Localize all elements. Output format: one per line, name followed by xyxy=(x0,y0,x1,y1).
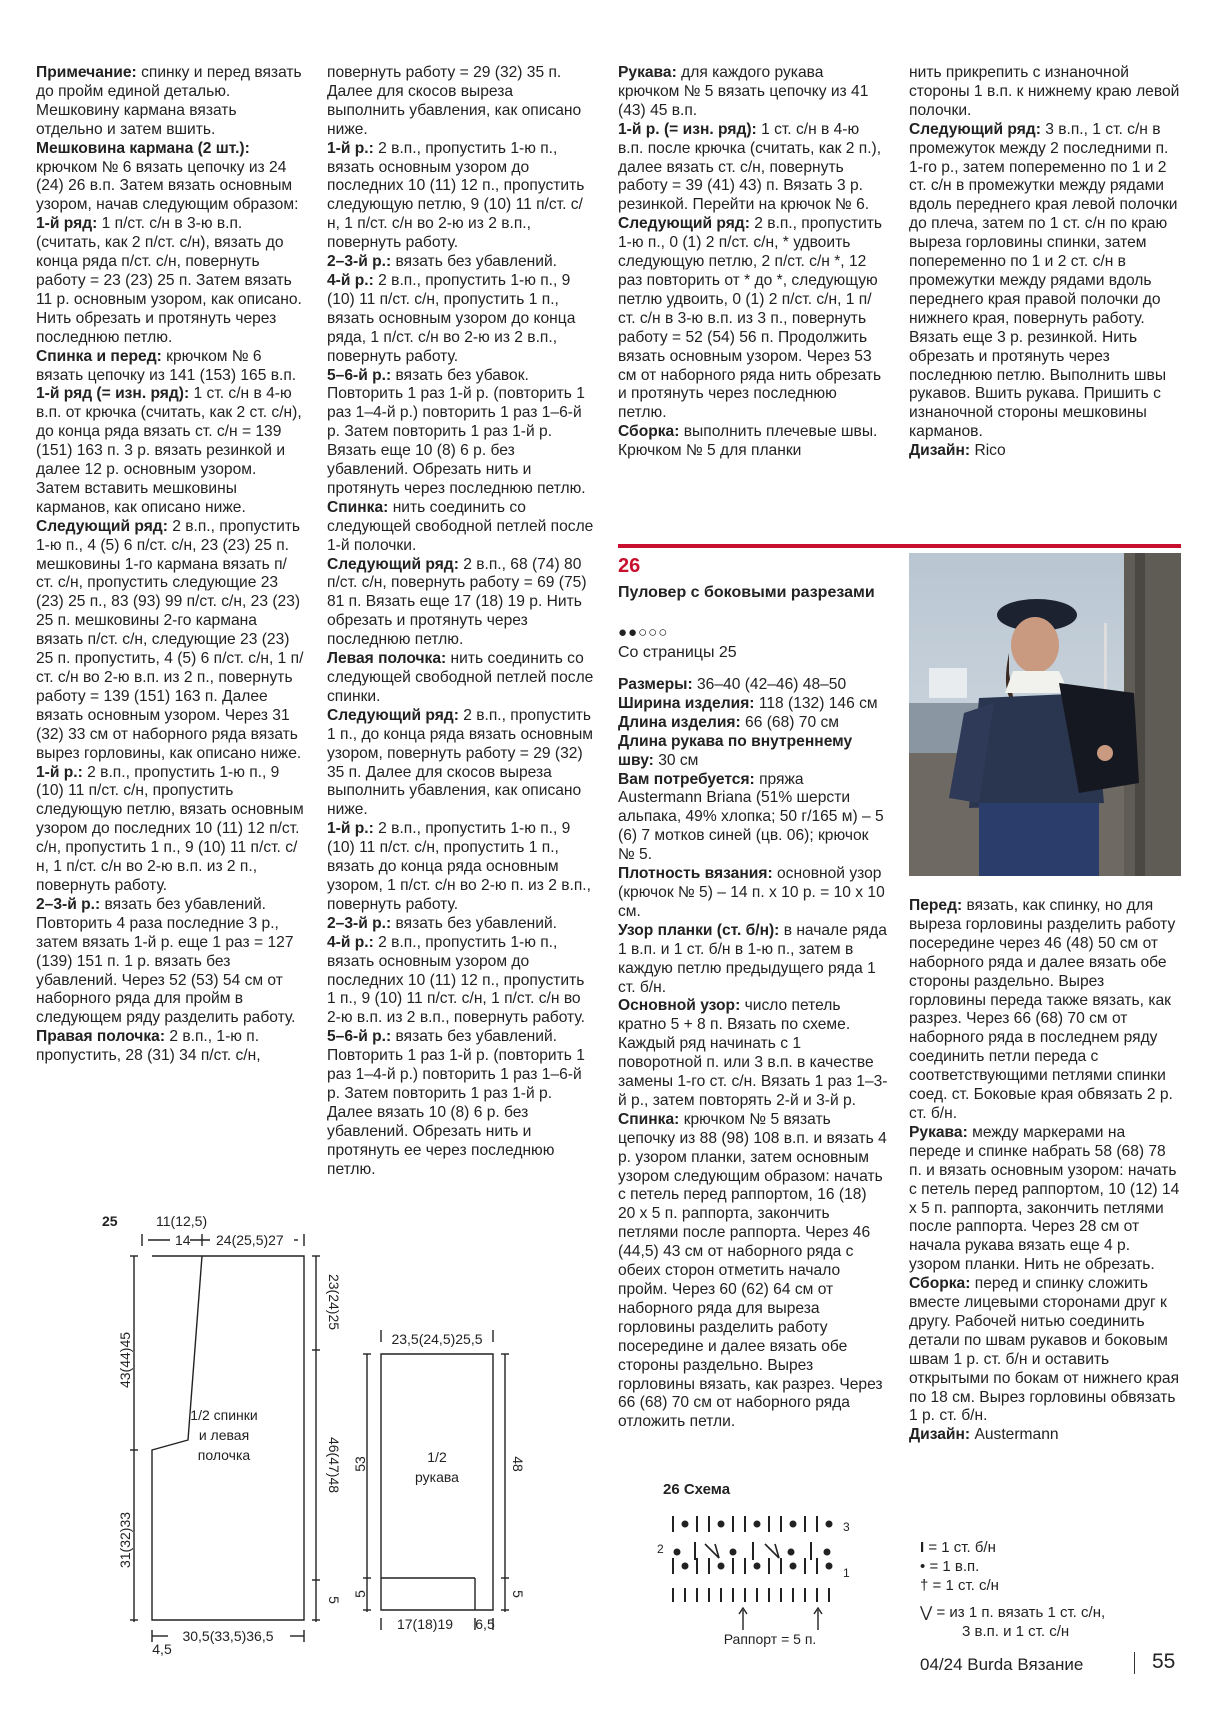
paragraph-text: нить соединить со следующей свободной петлей после 1-й полочки. xyxy=(327,498,594,554)
paragraph-text: пряжа Austermann Briana (51% шерсти альпака, 49% хлопка; 50 г/165 м) – 5 (6) 7 мотков синей (цв. 06); крючок № 5. xyxy=(618,770,884,864)
paragraph xyxy=(327,650,595,707)
paragraph-text: 1 ст. с/н в 4-ю в.п. от крючка (считать, как 2 ст. с/н), до конца ряда вязать ст. с/н = 139 (151) 163 п. 3 р. вязать резинкой и далее 12 р. основным узором. Затем вставить мешковины карманов, как описано ниже. xyxy=(36,385,302,516)
paragraph-text: 2 в.п., пропустить 1-ю п., 9 (10) 11 п/ст. с/н, пропустить 1 п., вязать основным узором до конца ряда, 1 п/ст. с/н во 2-ю из 2 в.п., повернуть работу. xyxy=(327,271,576,365)
paragraph xyxy=(36,215,304,347)
text-column-4-lower xyxy=(909,897,1181,1445)
stitch-chart xyxy=(655,1480,885,1650)
sleeve-label-line-1: 1/2 xyxy=(427,1449,447,1465)
paragraph-heading: Примечание: xyxy=(36,64,137,81)
chart-mark xyxy=(827,1564,832,1569)
dim-left-lower: 31(32)33 xyxy=(117,1511,133,1569)
schematic-figure-number: 25 xyxy=(102,1213,118,1229)
legend-v-text-2-row xyxy=(920,1622,1105,1641)
legend-row-dc xyxy=(920,1576,1105,1595)
paragraph xyxy=(327,934,595,1029)
paragraph-text: вязать без убавлений. xyxy=(391,914,557,932)
paragraph-heading: 2–3-й р.: xyxy=(36,895,101,913)
paragraph-heading: Следующий ряд: xyxy=(327,706,459,724)
paragraph-text: 2 в.п., пропустить 1-ю п., 9 (10) 11 п/ст. с/н, пропустить следующую петлю, вязать основным узором до последних 10 (11) 12 п/ст. с/н, пропустить 1 п., 9 (10) 11 п/ст. с/н, 1 п/ст. с/н во 2-ю в.п. из 2 п., повернуть работу. xyxy=(36,763,304,894)
chart-repeat-label: Раппорт = 5 п. xyxy=(723,1631,817,1647)
paragraph xyxy=(327,253,595,272)
v-stitch-symbol-icon: ⋁ xyxy=(920,1604,933,1621)
paragraph xyxy=(618,865,888,922)
paragraph xyxy=(618,922,888,998)
paragraph-heading: 2–3-й р.: xyxy=(327,914,392,932)
dim-top-neck: 11(12,5) xyxy=(156,1213,208,1229)
chart-mark xyxy=(719,1522,724,1527)
paragraph-text: крючком № 6 вязать цепочку из 141 (153) 165 в.п. xyxy=(36,347,297,384)
difficulty-rating: ●●○○○ xyxy=(618,624,669,641)
sc-symbol-icon: I xyxy=(920,1539,925,1556)
paragraph-text: 2 в.п., пропустить 1-ю п., вязать основным узором до последних 10 (11) 12 п., пропустить 1 п., 9 (10) 11 п/ст. с/н, 1 п/ст. с/н во 2-ю в.п. из 2 в.п., повернуть работу. xyxy=(327,933,585,1027)
chart-row-3: 3 xyxy=(843,1520,850,1534)
dim-left-upper: 43(44)45 xyxy=(117,1331,133,1389)
dim-top-inner: 14 xyxy=(175,1232,191,1248)
paragraph xyxy=(36,348,304,386)
legend-v-text-1: = из 1 п. вязать 1 ст. с/н, xyxy=(936,1604,1106,1621)
paragraph-heading: Размеры: xyxy=(618,676,693,693)
legend-sc-text: = 1 ст. б/н xyxy=(928,1539,996,1556)
source-page-ref: Со страницы 25 xyxy=(618,644,737,661)
paragraph xyxy=(618,121,888,216)
paragraph-heading: Дизайн: xyxy=(909,1426,971,1444)
paragraph-heading: Перед: xyxy=(909,897,963,914)
paragraph xyxy=(327,915,595,934)
paragraph xyxy=(909,1275,1181,1426)
footer-divider xyxy=(1134,1652,1135,1674)
paragraph xyxy=(327,367,595,499)
paragraph xyxy=(618,997,888,1110)
paragraph xyxy=(327,707,595,820)
paragraph-text: 2 в.п., пропустить 1 п., до конца ряда вязать основным узором, повернуть работу = 29 (32) 35 п. Далее для скосов выреза выполнить убавления, как описано ниже. xyxy=(327,706,594,819)
paragraph xyxy=(327,140,595,253)
paragraph xyxy=(909,442,1181,461)
paragraph-heading: 2–3-й р.: xyxy=(327,253,392,271)
paragraph-heading: Рукава: xyxy=(909,1123,968,1141)
section-divider xyxy=(618,544,1181,548)
paragraph-text: 2 в.п., пропустить 1-ю п., 0 (1) 2 п/ст. с/н, * удвоить следующую петлю, 2 п/ст. с/н *, 12 раз повторить от * до *, следующую петлю удвоить, 0 (1) 2 п/ст. с/н, 1 п/ст. с/н в 3-ю в.п. из 3 п., повернуть работу = 52 (54) 56 п. Продолжить вязать основным узором. Через 53 см от наборного ряда нить обрезать и протянуть через последнюю петлю. xyxy=(618,215,883,422)
legend-dc-text: = 1 ст. с/н xyxy=(932,1577,999,1594)
paragraph-text: спинку и перед вязать до пройм единой деталью. Мешковину кармана вязать отдельно и затем вшить. xyxy=(36,64,302,138)
paragraph-heading: 1-й р.: xyxy=(327,139,374,157)
paragraph-heading: Основной узор: xyxy=(618,997,741,1015)
chart-mark xyxy=(789,1550,794,1555)
schematic-sleeve xyxy=(352,1330,526,1650)
paragraph-heading: Спинка: xyxy=(618,1110,680,1128)
paragraph-heading: Следующий ряд: xyxy=(618,215,750,233)
paragraph-text: 66 (68) 70 см xyxy=(740,713,839,731)
paragraph-heading: 4-й р.: xyxy=(327,271,374,289)
chart-mark xyxy=(791,1522,796,1527)
paragraph xyxy=(618,423,888,461)
piece-label-line-3: полочка xyxy=(197,1447,251,1463)
paragraph-heading: Узор планки (ст. б/н): xyxy=(618,921,780,939)
paragraph xyxy=(36,764,304,896)
chart-legend xyxy=(920,1538,1105,1641)
legend-row-sc xyxy=(920,1538,1105,1557)
piece-label-line-2: и левая xyxy=(198,1427,250,1443)
sleeve-dim-right: 48 xyxy=(510,1456,526,1472)
paragraph-text: 3 в.п., 1 ст. с/н в промежуток между 2 последними п. 1-го р., затем попеременно по 1 и 2 ст. с/н в промежутки между рядами вдоль переднего края левой полочки до плеча, затем по 1 ст. с/н по краю выреза горловины спинки, затем попеременно по 1 и 2 ст. с/н в промежутки между рядами вдоль переднего края правой полочки до нижнего края, повернуть работу. Вязать еще 3 р. резинкой. Нить обрезать и протянуть через последнюю петлю. Выполнить швы рукавов. Вшить рукава. Пришить с изнаночной стороны мешковины карманов. xyxy=(909,120,1178,441)
paragraph-text: Rico xyxy=(970,442,1006,460)
paragraph-text: вязать, как спинку, но для выреза горловины разделить работу посередине через 46 (48) 50 см от наборного ряда и далее вязать обе стороны раздельно. Вырез горловины переда также вязать, как разрез. Через 66 (68) 70 см от наборного ряда в последнем ряду соединить петли переда с соответствующими петлями спинки соед. ст. Боковые края обвязать 2 р. ст. б/н. xyxy=(909,897,1176,1122)
paragraph xyxy=(36,64,304,140)
chart-row-1: 1 xyxy=(843,1566,850,1580)
chart-mark xyxy=(791,1564,796,1569)
page-number: 55 xyxy=(1152,1650,1176,1673)
paragraph-text: крючком № 5 вязать цепочку из 88 (98) 108 в.п. и вязать 4 р. узором планки, затем основным узором следующим образом: начать с петель перед раппортом, 16 (18) 20 х 5 п. раппорта, закончить петлями после раппорта. Через 46 (44,5) 43 см от наборного ряда с обеих сторон отметить начало пройм. Через 60 (62) 64 см от наборного ряда для выреза горловины разделить работу посередине и далее вязать обе стороны раздельно. Вырез горловины вязать, как разрез. Через 66 (68) 70 см от наборного ряда отложить петли. xyxy=(618,1110,887,1431)
legend-row-ch xyxy=(920,1557,1105,1576)
paragraph xyxy=(618,64,888,121)
paragraph-text: вязать без убавок. Повторить 1 раз 1-й р. (повторить 1 раз 1–4-й р.) повторить 1 раз 1–6-й р. Затем повторить 1 раз 1-й р. Вязать еще 10 (8) 6 р. без убавлений. Обрезать нить и протянуть через последнюю петлю. xyxy=(327,366,586,497)
text-column-4 xyxy=(909,64,1181,461)
dim-right-hem: 5 xyxy=(326,1596,342,1604)
paragraph xyxy=(618,771,888,866)
chart-mark xyxy=(719,1564,724,1569)
sleeve-dim-top: 23,5(24,5)25,5 xyxy=(391,1331,483,1347)
sleeve-dim-left: 53 xyxy=(352,1456,368,1472)
chart-mark xyxy=(755,1522,760,1527)
paragraph-heading: Спинка: xyxy=(327,498,389,516)
model-photo xyxy=(909,553,1181,876)
chart-mark xyxy=(731,1550,736,1555)
paragraph-text: 30 см xyxy=(653,751,699,769)
item-title: Пуловер с боковыми разрезами xyxy=(618,584,875,601)
paragraph-heading: Сборка: xyxy=(909,1275,971,1293)
chart-mark xyxy=(827,1522,832,1527)
paragraph-heading: Ширина изделия: xyxy=(618,694,755,712)
paragraph-heading: Рукава: xyxy=(618,64,677,81)
text-column-1 xyxy=(36,64,304,1066)
chart-title: 26 Схема xyxy=(663,1481,731,1498)
paragraph-text: для каждого рукава крючком № 5 вязать цепочку из 41 (43) 45 в.п. xyxy=(618,64,869,119)
sleeve-dim-slit: 6,5 xyxy=(475,1616,495,1632)
paragraph xyxy=(36,518,304,764)
paragraph xyxy=(618,215,888,423)
paragraph-text: 2 в.п., пропустить 1-ю п., вязать основным узором до последних 10 (11) 12 п., пропустить следующую петлю, 9 (10) 11 п/ст. с/н, 1 п/ст. с/н во 2-ю из 2 в.п., повернуть работу. xyxy=(327,139,585,252)
paragraph-heading: Левая полочка: xyxy=(327,650,447,668)
paragraph xyxy=(618,733,888,771)
paragraph-text: 2 в.п., 1-ю п. пропустить, 28 (31) 34 п/ст. с/н, xyxy=(36,1028,261,1065)
sleeve-label-line-2: рукава xyxy=(415,1469,459,1485)
paragraph xyxy=(327,272,595,367)
paragraph-heading: 5–6-й р.: xyxy=(327,366,392,384)
sleeve-dim-right-cuff: 5 xyxy=(510,1590,526,1598)
paragraph xyxy=(36,1028,304,1066)
paragraph xyxy=(909,1426,1181,1445)
paragraph xyxy=(618,676,888,695)
sleeve-dim-left-cuff: 5 xyxy=(352,1590,368,1598)
paragraph xyxy=(909,897,1181,1124)
paragraph xyxy=(327,64,595,140)
paragraph xyxy=(36,385,304,517)
paragraph-text: вязать без убавлений. Повторить 1 раз 1-й р. (повторить 1 раз 1–4-й р.) повторить 1 раз 1–6-й р. Затем повторить 1 раз 1-й р. Далее вязать 10 (8) 6 р. без убавлений. Обрезать нить и протянуть ее через последнюю петлю. xyxy=(327,1028,585,1178)
text-column-2 xyxy=(327,64,595,1179)
chart-mark xyxy=(675,1550,680,1555)
paragraph-text: вязать без убавлений. xyxy=(391,253,557,271)
paragraph-text: нить прикрепить с изнаночной стороны 1 в.п. к нижнему краю левой полочки. xyxy=(909,64,1180,119)
sleeve-dim-bottom: 17(18)19 xyxy=(396,1616,454,1632)
text-column-3 xyxy=(618,64,888,461)
paragraph xyxy=(327,499,595,556)
paragraph-text: 2 в.п., пропустить 1-ю п., 9 (10) 11 п/ст. с/н, пропустить 1 п., вязать до конца ряда основным узором, 1 п/ст. с/н во 2-ю п. из 2 в.п., повернуть работу. xyxy=(327,820,591,913)
paragraph-heading: 4-й р.: xyxy=(327,933,374,951)
paragraph-heading: 1-й ряд (= изн. ряд): xyxy=(36,385,190,403)
paragraph-heading: 1-й ряд: xyxy=(36,215,98,233)
paragraph xyxy=(36,140,304,216)
paragraph-heading: Следующий ряд: xyxy=(909,120,1041,138)
dim-right-side: 46(47)48 xyxy=(326,1436,342,1494)
paragraph xyxy=(618,714,888,733)
paragraph xyxy=(909,121,1181,442)
paragraph-heading: Правая полочка: xyxy=(36,1028,166,1046)
issue-footer: 04/24 Burda Вязание xyxy=(920,1655,1084,1674)
chart-mark xyxy=(683,1564,688,1569)
paragraph-text: 36–40 (42–46) 48–50 xyxy=(692,676,847,693)
dim-top-shoulder: 24(25,5)27 xyxy=(216,1232,284,1248)
paragraph-heading: Дизайн: xyxy=(909,442,971,460)
paragraph-text: повернуть работу = 29 (32) 35 п. Далее для скосов выреза выполнить убавления, как описано ниже. xyxy=(327,64,582,138)
paragraph-heading: Вам потребуется: xyxy=(618,770,755,788)
paragraph-heading: 5–6-й р.: xyxy=(327,1028,392,1046)
paragraph-text: выполнить плечевые швы. Крючком № 5 для планки xyxy=(618,423,878,460)
chart-mark xyxy=(683,1522,688,1527)
paragraph xyxy=(909,64,1181,121)
paragraph-text: перед и спинку сложить вместе лицевыми сторонами друг к другу. Рабочей нитью соединить детали по швам рукавов и боковым швам 1 р. ст. б/н и оставить открытыми по бокам от нижнего края по 18 см. Вырез горловины обвязать 1 р. ст. б/н. xyxy=(909,1275,1180,1425)
legend-row-vstitch xyxy=(920,1603,1105,1622)
legend-ch-text: = 1 в.п. xyxy=(929,1558,980,1575)
paragraph-heading: Следующий ряд: xyxy=(327,555,459,573)
chain-symbol-icon: • xyxy=(920,1558,926,1575)
paragraph xyxy=(327,1028,595,1179)
paragraph-text: 2 в.п., 68 (74) 80 п/ст. с/н, повернуть работу = 69 (75) 81 п. Вязать еще 17 (18) 19 р. Нить обрезать и протянуть через последнюю петлю. xyxy=(327,555,587,649)
paragraph-heading: Мешковина кармана (2 шт.): xyxy=(36,139,250,157)
paragraph-text: крючком № 6 вязать цепочку из 24 (24) 26 в.п. Затем вязать основным узором, начав следующим образом: xyxy=(36,158,299,214)
paragraph xyxy=(36,896,304,1028)
paragraph-text: 1 п/ст. с/н в 3-ю в.п. (считать, как 2 п/ст. с/н), вязать до конца ряда п/ст. с/н, повернуть работу = 23 (23) 25 п. Затем вязать 11 р. основным узором, как описано. Нить обрезать и протянуть через последнюю петлю. xyxy=(36,215,302,346)
paragraph-text: в начале ряда 1 в.п. и 1 ст. б/н в 1-ю п., затем в каждую петлю предыдущего ряда 1 ст. б/н. xyxy=(618,921,887,996)
paragraph-text: 2 в.п., пропустить 1-ю п., 4 (5) 6 п/ст. с/н, 23 (23) 25 п. мешковины 1-го кармана вязать п/ст. с/н, пропустить следующие 23 (23) 25 п., 83 (93) 99 п/ст. с/н, 23 (23) 25 п. мешковины 2-го кармана вязать п/ст. с/н, следующие 23 (23) 25 п. пропустить, 4 (5) 6 п/ст. с/н, 1 п/ст. с/н во 2-ю в.п. из 2 п., повернуть работу = 139 (151) 163 п. Далее вязать основным узором. Через 31 (32) 33 см от наборного ряда вязать вырез горловины, как описано ниже. xyxy=(36,517,304,762)
paragraph-heading: Следующий ряд: xyxy=(36,517,168,535)
dim-bottom-band: 4,5 xyxy=(152,1641,172,1657)
paragraph-text: число петель кратно 5 + 8 п. Вязать по схеме. Каждый ряд начинать с 1 поворотной п. или 3 в.п. в качестве замены 1-го ст. с/н. Вязать 1 раз 1–3-й р., затем повторять 2-й и 3-й р. xyxy=(618,997,888,1109)
paragraph-text: основной узор (крючок № 5) – 14 п. х 10 р. = 10 х 10 см. xyxy=(618,865,885,920)
item-number: 26 xyxy=(618,555,641,577)
paragraph-text: 118 (132) 146 см xyxy=(754,694,878,712)
paragraph xyxy=(327,556,595,651)
paragraph xyxy=(909,1124,1181,1275)
schematic-body xyxy=(90,1210,350,1657)
paragraph xyxy=(327,820,595,915)
paragraph-heading: 1-й р.: xyxy=(36,763,83,781)
dc-symbol-icon: † xyxy=(920,1577,929,1594)
paragraph-text: 1 ст. с/н в 4-ю в.п. после крючка (считать, как 2 п.), далее вязать ст. с/н, повернуть работу = 39 (41) 43) п. Вязать 3 р. резинкой. Перейти на крючок № 6. xyxy=(618,120,882,214)
chart-mark xyxy=(825,1550,830,1555)
paragraph-heading: Длина изделия: xyxy=(618,713,741,731)
paragraph xyxy=(618,1111,888,1432)
dim-bottom-width: 30,5(33,5)36,5 xyxy=(182,1628,274,1644)
paragraph-heading: Длина рукава по внутреннему шву: xyxy=(618,732,853,769)
paragraph-text: Austermann xyxy=(970,1426,1059,1444)
chart-row-2: 2 xyxy=(657,1542,664,1556)
paragraph xyxy=(618,695,888,714)
paragraph-text: нить соединить со следующей свободной петлей после спинки. xyxy=(327,650,594,705)
dim-right-armhole: 23(24)25 xyxy=(326,1273,342,1331)
paragraph-text: между маркерами на переде и спинке набрать 58 (68) 78 п. и вязать основным узором: начать с петель перед раппортом, 10 (12) 14 х 5 п. раппорта, закончить петлями после раппорта. Через 28 см от начала рукава вязать еще 4 р. узором планки. Нить не обрезать. xyxy=(909,1123,1180,1274)
piece-label-line-1: 1/2 спинки xyxy=(190,1407,258,1423)
chart-mark xyxy=(755,1564,760,1569)
paragraph-heading: Спинка и перед: xyxy=(36,347,162,365)
paragraph-heading: 1-й р.: xyxy=(327,820,374,838)
text-column-3-lower xyxy=(618,676,888,1432)
legend-v-text-2: 3 в.п. и 1 ст. с/н xyxy=(962,1623,1070,1640)
paragraph-heading: Сборка: xyxy=(618,423,680,441)
paragraph-heading: Плотность вязания: xyxy=(618,865,773,883)
paragraph-text: вязать без убавлений. Повторить 4 раза последние 3 р., затем вязать 1-й р. еще 1 раз = 127 (139) 151 п. 1 р. вязать без убавлений. Через 52 (53) 54 см от наборного ряда для пройм в следующем ряду разделить работу. xyxy=(36,895,296,1027)
paragraph-heading: 1-й р. (= изн. ряд): xyxy=(618,120,757,138)
